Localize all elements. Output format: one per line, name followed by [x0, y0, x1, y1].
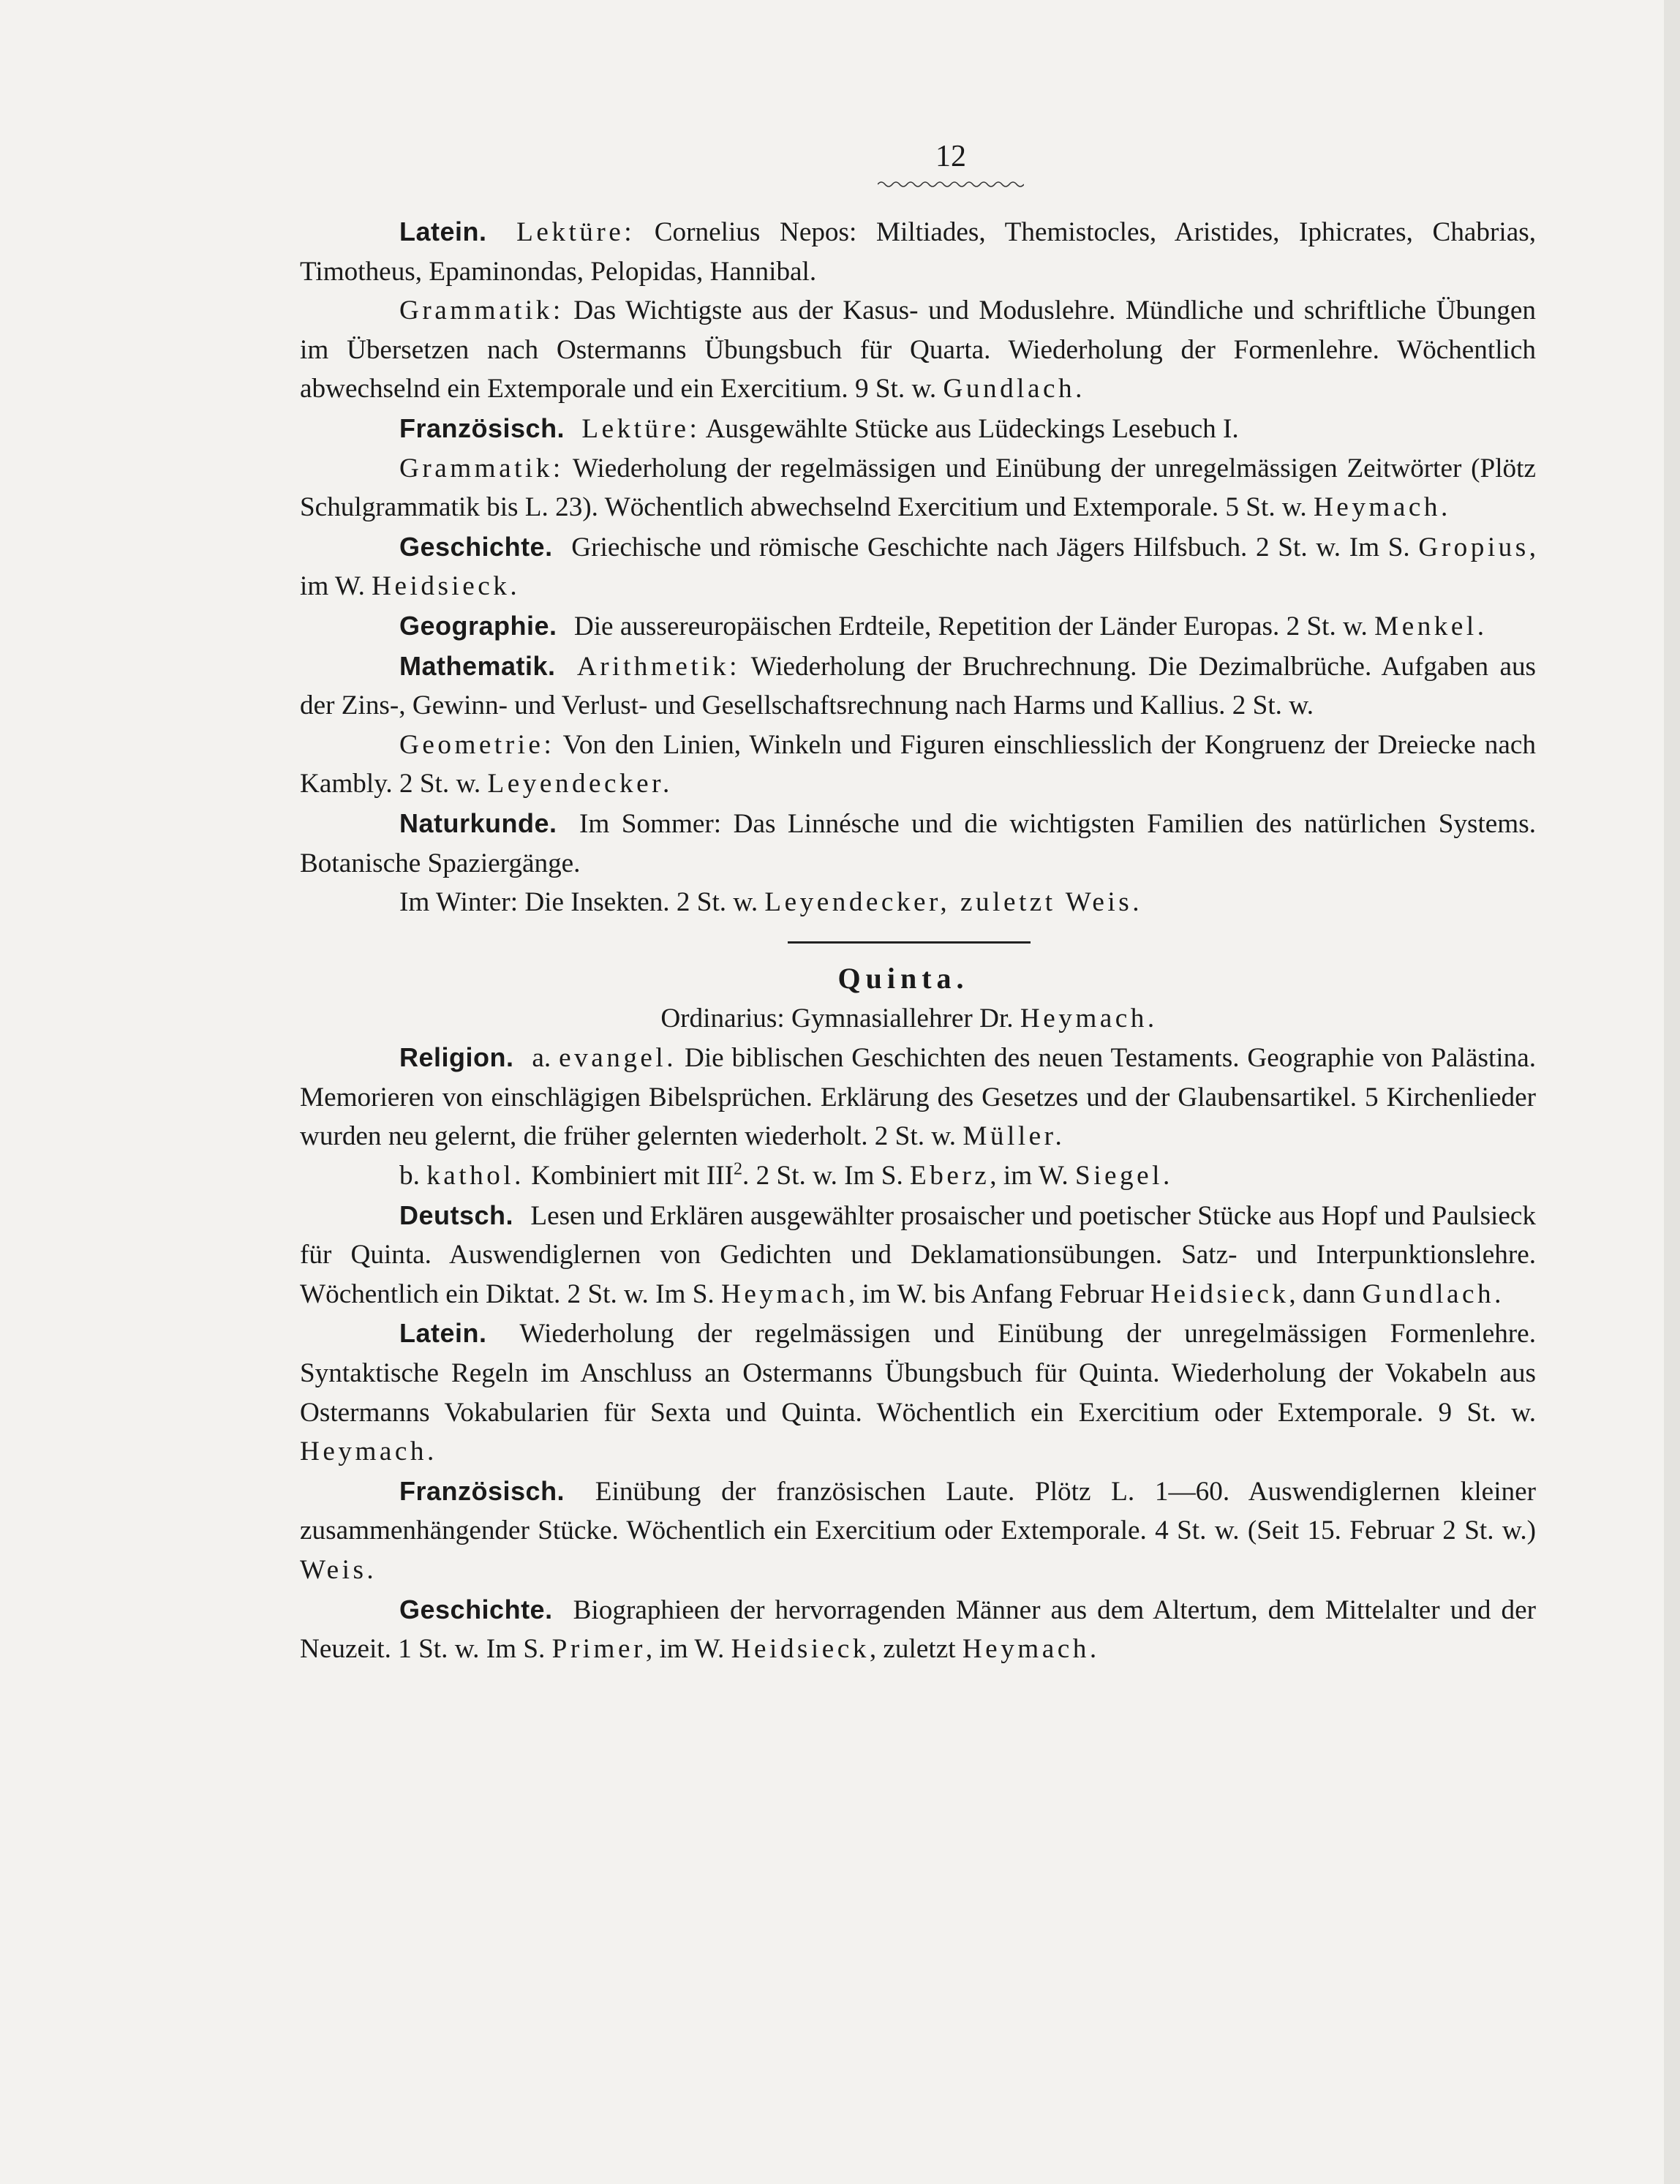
ordinarius-label: Ordinarius: Gymnasiallehrer Dr.	[660, 1003, 1014, 1033]
lektuere-text: Cornelius Nepos: Miltiades, Themistocles, Aristides, Iphicrates, Chabrias, Timotheus, Epaminondas, Pelopidas, Hannibal.	[300, 217, 1537, 287]
body-text: Griechische und römische Geschichte nach Jägers Hilfsbuch. 2 St. w. Im S.	[571, 532, 1410, 562]
geometrie-text: Von den Linien, Winkeln und Figuren einschliesslich der Kongruenz der Dreiecke nach Kambly. 2 St. w.	[300, 729, 1536, 799]
lektuere-text: Ausgewählte Stücke aus Lüdeckings Lesebuch I.	[705, 413, 1239, 444]
body-text: Im Sommer: Das Linnésche und die wichtigsten Familien des natürlichen Systems. Botanische Spaziergänge.	[300, 808, 1536, 878]
body-text: , im W.	[990, 1161, 1069, 1191]
page-number: 12	[935, 140, 966, 173]
body-text: , im W.	[645, 1634, 725, 1665]
label-geometrie: Geometrie:	[399, 729, 555, 760]
teacher-name: Heymach.	[1020, 1003, 1158, 1033]
ordinarius-line	[291, 999, 1527, 1039]
teacher-name: Gundlach.	[1362, 1279, 1504, 1309]
teacher-name: Heymach	[720, 1279, 848, 1309]
section-divider	[788, 941, 1031, 944]
arithmetik-text: Wiederholung der Bruchrechnung. Die Dezimalbrüche. Aufgaben aus der Zins-, Gewinn- und Verlust- und Gesellschaftsrechnung nach Harms und Kallius. 2 St. w.	[300, 651, 1537, 721]
teacher-name: Leyendecker.	[487, 769, 673, 799]
subject-heading: Geschichte.	[399, 531, 553, 562]
body-text: . 2 St. w. Im S.	[742, 1161, 903, 1191]
label-grammatik: Grammatik:	[399, 453, 564, 483]
teacher-name: Weis.	[300, 1555, 377, 1585]
teacher-name: Menkel.	[1374, 611, 1488, 641]
section-latein-quarta	[300, 212, 1536, 291]
label-arithmetik: Arithmetik:	[576, 651, 740, 682]
body-text: Wiederholung der regelmässigen und Einübung der unregelmässigen Formenlehre. Syntaktische Regeln im Anschluss an Ostermanns Übungsbuch für Quinta. Wiederholung der Vokabeln aus Ostermanns Vokabularien für Sexta und Quinta. Wöchentlich ein Exercitium oder Extemporale. 9 St. w.	[300, 1319, 1536, 1428]
section-latein-quarta-grammatik	[300, 291, 1536, 409]
body-text: Lesen und Erklären ausgewählter prosaischer und poetischer Stücke aus Hopf und Paulsieck für Quinta. Auswendiglernen von Gedichten und Deklamationsübungen. Satz- und Interpunktionslehre. Wöchentlich ein Diktat. 2 St. w. Im S.	[300, 1200, 1536, 1309]
class-superscript: 2	[734, 1159, 743, 1179]
subject-heading: Naturkunde.	[399, 807, 557, 838]
teacher-name: Müller.	[963, 1121, 1066, 1152]
section-naturkunde-quarta	[300, 804, 1536, 883]
body-text: Biographieen der hervorragenden Männer aus dem Altertum, dem Mittelalter und der Neuzeit. 1 St. w. Im S.	[300, 1594, 1536, 1665]
confession-label: evangel.	[559, 1043, 677, 1074]
section-geographie-quarta	[300, 606, 1536, 647]
teacher-name: Eberz	[910, 1161, 990, 1191]
section-deutsch-quinta	[300, 1196, 1536, 1314]
section-naturkunde-quarta-winter	[300, 883, 1536, 922]
subject-heading: Religion.	[399, 1042, 514, 1073]
class-title-quinta: Quinta.	[837, 961, 969, 995]
teacher-name: Heidsieck	[1150, 1279, 1289, 1309]
subject-heading: Französisch.	[399, 413, 565, 443]
section-religion-quinta	[300, 1038, 1536, 1156]
subject-heading: Geographie.	[399, 610, 557, 641]
body-text: Die aussereuropäischen Erdteile, Repetition der Länder Europas. 2 St. w.	[573, 611, 1368, 641]
teacher-name: Heymach.	[1313, 492, 1451, 523]
teacher-name: Leyendecker, zuletzt Weis.	[764, 887, 1142, 918]
teacher-name: Heymach.	[962, 1634, 1100, 1665]
section-franzoesisch-quarta	[300, 409, 1536, 449]
body-text: Kombiniert mit III	[531, 1161, 734, 1191]
subject-heading: Latein.	[399, 1318, 487, 1349]
section-franzoesisch-quinta	[300, 1472, 1536, 1590]
teacher-name: Heymach.	[300, 1436, 437, 1467]
section-latein-quinta	[300, 1314, 1536, 1471]
section-mathematik-quarta-geometrie	[300, 726, 1536, 804]
subject-heading: Mathematik.	[399, 650, 556, 681]
body-text: Einübung der französischen Laute. Plötz L. 1—60. Auswendiglernen kleiner zusammenhängender Stücke. Wöchentlich ein Exercitium oder Extemporale. 4 St. w. (Seit 15. Februar 2 St. w.)	[300, 1476, 1537, 1546]
item-label: a.	[532, 1043, 551, 1074]
teacher-name: Primer	[551, 1634, 646, 1665]
body-text: , im W.	[300, 532, 1537, 602]
subject-heading: Deutsch.	[399, 1200, 514, 1230]
teacher-name: Gropius	[1418, 532, 1529, 562]
label-grammatik: Grammatik:	[399, 295, 564, 326]
body-text: , zuletzt	[869, 1634, 956, 1665]
section-mathematik-quarta	[300, 647, 1536, 726]
label-lektuere: Lektüre:	[516, 217, 636, 247]
teacher-name: Heidsieck.	[372, 571, 521, 602]
document-body	[300, 212, 1536, 1669]
subject-heading: Geschichte.	[399, 1594, 553, 1624]
subject-heading: Französisch.	[399, 1475, 565, 1506]
page-number-ornament	[878, 180, 1024, 189]
item-label: b.	[399, 1161, 420, 1191]
subject-heading: Latein.	[399, 216, 487, 246]
section-geschichte-quinta	[300, 1590, 1536, 1669]
section-religion-quinta-b	[300, 1156, 1536, 1196]
body-text: Die biblischen Geschichten des neuen Testaments. Geographie von Palästina. Memorieren von einschlägigen Bibelsprüchen. Erklärung des Gesetzes und der Glaubensartikel. 5 Kirchenlieder wurden neu gelernt, die früher gelernten wiederholt. 2 St. w.	[300, 1043, 1537, 1152]
body-text: Im Winter: Die Insekten. 2 St. w.	[399, 887, 758, 918]
body-text: , im W. bis Anfang Februar	[848, 1279, 1144, 1309]
grammatik-text: Das Wichtigste aus der Kasus- und Moduslehre. Mündliche und schriftliche Übungen im Übersetzen nach Ostermanns Übungsbuch für Quarta. Wiederholung der Formenlehre. Wöchentlich abwechselnd ein Extemporale und ein Exercitium. 9 St. w.	[300, 295, 1536, 404]
body-text: , dann	[1289, 1279, 1356, 1309]
teacher-name: Heidsieck	[731, 1634, 870, 1665]
grammatik-text: Wiederholung der regelmässigen und Einübung der unregelmässigen Zeitwörter (Plötz Schulgrammatik bis L. 23). Wöchentlich abwechselnd Exercitium und Extemporale. 5 St. w.	[300, 453, 1536, 523]
section-geschichte-quarta	[300, 527, 1536, 606]
teacher-name: Gundlach.	[943, 374, 1085, 404]
confession-label: kathol.	[426, 1161, 524, 1191]
label-lektuere: Lektüre:	[581, 413, 701, 444]
teacher-name: Siegel.	[1075, 1161, 1173, 1191]
section-franzoesisch-quarta-grammatik	[300, 449, 1536, 527]
